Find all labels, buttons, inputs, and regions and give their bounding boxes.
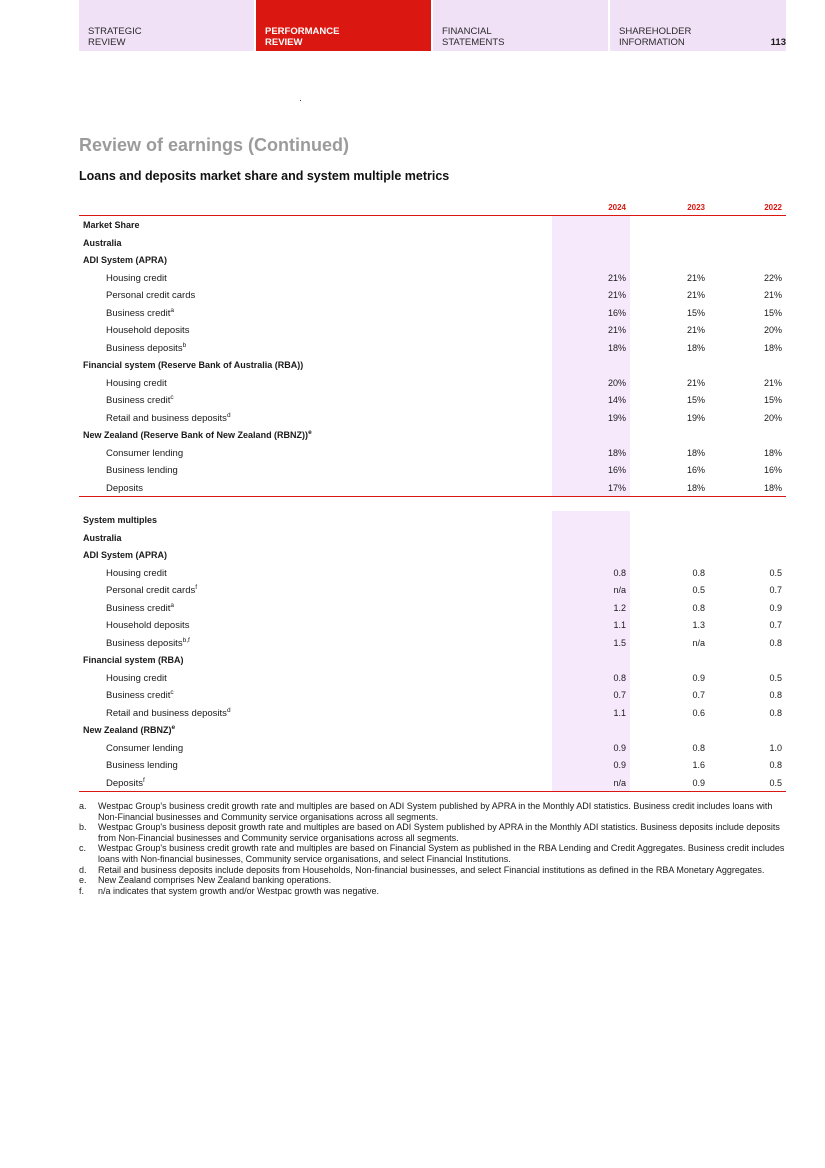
cell-2022: 0.5 <box>769 672 782 683</box>
tab-line: SHAREHOLDER <box>619 26 692 37</box>
cell-2023: 21% <box>686 377 705 388</box>
column-header-2023: 2023 <box>687 203 705 212</box>
cell-2024: 16% <box>607 465 626 475</box>
cell-2023: 0.7 <box>692 690 705 700</box>
footnote-text: Retail and business deposits include deposits from Households, Non-financial businesses, and select Financial institutions as defined in the RBA Monetary Aggregates. <box>98 864 765 875</box>
cell-2024: 0.8 <box>613 567 626 578</box>
row-label: Housing credit <box>106 672 167 684</box>
row-label: Market Share <box>83 220 140 230</box>
footnote-marker: e <box>308 429 312 436</box>
table-row <box>79 756 786 774</box>
footnotes <box>79 801 786 896</box>
cell-2023: 18% <box>686 447 705 458</box>
market-share-section <box>79 216 786 497</box>
tab-line: STATEMENTS <box>442 37 505 48</box>
table-row <box>79 479 786 497</box>
footnote-marker: a <box>170 306 175 314</box>
system-multiples-section <box>79 511 786 792</box>
row-label: System multiples <box>83 515 158 525</box>
cell-2024: 18% <box>607 447 626 458</box>
table-row <box>79 616 786 634</box>
tab-line: REVIEW <box>265 37 303 48</box>
row-label: Consumer lending <box>106 742 184 754</box>
row-label: Australia <box>83 532 122 543</box>
table-row <box>79 269 786 287</box>
footnote-key: a. <box>79 801 87 811</box>
footnote <box>79 822 786 843</box>
row-label: Personal credit cards <box>106 290 196 301</box>
cell-2024: 0.7 <box>613 690 626 700</box>
cell-2022: 0.5 <box>769 567 782 578</box>
row-label: Household deposits <box>106 325 190 336</box>
footnote-key: f. <box>79 885 85 896</box>
cell-2023: 21% <box>686 290 705 300</box>
cell-2023: 1.6 <box>692 760 705 770</box>
table-row <box>79 286 786 304</box>
footnote-marker: d <box>226 706 231 714</box>
row-label: Housing credit <box>106 272 167 284</box>
tab-line: PERFORMANCE <box>265 26 340 37</box>
cell-2024: 17% <box>607 482 626 493</box>
table-row <box>79 461 786 479</box>
table-row <box>79 564 786 582</box>
cell-2022: 18% <box>763 447 782 458</box>
footnote <box>79 886 786 897</box>
row-label: Business deposits$^{b,f}$ <box>106 636 190 649</box>
page-title: Review of earnings (Continued) <box>79 135 350 155</box>
cell-2023: 15% <box>686 395 705 405</box>
row-label: Australia <box>83 237 122 248</box>
row-label: New Zealand (RBNZ)$^e$ <box>83 724 176 735</box>
table-row <box>79 774 786 792</box>
cell-2022: 20% <box>763 325 782 335</box>
cell-2022: 20% <box>763 412 782 423</box>
row-label: Retail and business deposits$^d$ <box>106 411 231 424</box>
row-label: Consumer lending <box>106 447 184 459</box>
group-heading-row <box>79 721 786 739</box>
row-label: Personal credit cards$^f$ <box>106 584 198 596</box>
cell-2023: 0.9 <box>692 777 705 788</box>
row-label: Financial system (Reserve Bank of Australia (RBA)) <box>83 360 304 370</box>
cell-2022: 0.8 <box>769 637 782 648</box>
footnote-marker: b <box>182 341 187 349</box>
row-label: Housing credit <box>106 567 167 579</box>
row-label: Deposits$^f$ <box>106 776 145 789</box>
cell-2024: 0.9 <box>613 760 626 770</box>
footnote <box>79 843 786 864</box>
row-label: Business lending <box>106 465 178 476</box>
cell-2024: 20% <box>607 377 626 388</box>
group-heading-row <box>79 356 786 374</box>
cell-2023: 0.8 <box>692 567 705 578</box>
cell-2023: 21% <box>686 272 705 283</box>
footnote-text: New Zealand comprises New Zealand banking operations. <box>98 875 332 886</box>
cell-2024: 18% <box>607 342 626 353</box>
footnote-text: Westpac Group's business deposit growth rate and multiples are based on ADI System published by APRA in the Monthly ADI statistics. Business deposits include deposits from Non-Financial businesses and Community service organisations across all segments. <box>98 822 780 843</box>
cell-2022: 0.7 <box>769 620 782 630</box>
row-label: Deposits <box>106 482 143 494</box>
page-number: 113 <box>770 37 786 48</box>
cell-2022: 21% <box>763 290 782 300</box>
cell-2024: n/a <box>613 585 626 595</box>
footnote-marker: b,f <box>182 636 190 644</box>
cell-2024: 16% <box>607 307 626 318</box>
tab-line: INFORMATION <box>619 37 685 48</box>
tab-line: FINANCIAL <box>442 26 492 37</box>
cell-2022: 0.8 <box>769 690 782 700</box>
cell-2022: 21% <box>763 377 782 388</box>
footnote-key: d. <box>79 864 87 875</box>
table-title: Loans and deposits market share and system multiple metrics <box>79 169 450 183</box>
cell-2024: 21% <box>607 272 626 283</box>
table-row <box>79 634 786 652</box>
cell-2022: 15% <box>763 395 782 405</box>
row-label: Business credit$^c$ <box>106 689 174 701</box>
table-row <box>79 599 786 617</box>
table-header <box>79 200 786 216</box>
tab-performance-review[interactable] <box>256 0 431 51</box>
cell-2022: 0.8 <box>769 707 782 718</box>
cell-2023: 0.5 <box>692 585 705 595</box>
cell-2023: 21% <box>686 325 705 335</box>
section-nav <box>79 0 786 51</box>
footnote-text: n/a indicates that system growth and/or Westpac growth was negative. <box>98 885 379 896</box>
row-label: Retail and business deposits$^d$ <box>106 706 231 719</box>
cell-2024: 1.2 <box>613 602 626 613</box>
table-row <box>79 669 786 687</box>
table-row <box>79 321 786 339</box>
footnote-text: Westpac Group's business credit growth rate and multiples are based on ADI System published by APRA in the Monthly ADI statistics. Business credit includes loans with Non-Financial businesses and Community service organisations across all segments. <box>98 801 773 822</box>
cell-2022: 1.0 <box>769 742 782 753</box>
cell-2023: 18% <box>686 482 705 493</box>
row-label: Business credit$^a$ <box>106 306 175 319</box>
table-row <box>79 444 786 462</box>
cell-2023: 0.8 <box>692 742 705 753</box>
cell-2022: 0.7 <box>769 585 782 595</box>
cell-2024: 0.8 <box>613 672 626 683</box>
row-label: New Zealand (Reserve Bank of New Zealand (RBNZ))$^e$ <box>83 429 312 440</box>
group-heading-row <box>79 251 786 269</box>
row-label: Financial system (RBA) <box>83 655 184 665</box>
cell-2024: 21% <box>607 325 626 335</box>
table-row <box>79 704 786 722</box>
row-label: Business credit$^a$ <box>106 601 175 614</box>
row-label: Business credit$^c$ <box>106 394 174 406</box>
group-heading-row <box>79 234 786 252</box>
row-label: Household deposits <box>106 620 190 631</box>
table-row <box>79 391 786 409</box>
footnote-marker: e <box>171 724 176 731</box>
cell-2022: 0.5 <box>769 777 782 788</box>
footnote-marker: a <box>170 601 175 609</box>
footnote-marker: d <box>226 411 231 419</box>
cell-2024: 19% <box>607 412 626 423</box>
row-label: Business deposits$^b$ <box>106 341 187 354</box>
footnote-marker: f <box>195 584 198 591</box>
group-heading-row <box>79 216 786 234</box>
footnote-marker: f <box>142 776 145 784</box>
footnote <box>79 865 786 876</box>
cell-2022: 18% <box>763 342 782 353</box>
footnote-key: c. <box>79 843 87 854</box>
cell-2024: 1.5 <box>613 637 626 648</box>
row-label: Business lending <box>106 760 178 771</box>
footnote <box>79 801 786 822</box>
metrics-table <box>79 200 786 792</box>
cell-2023: 18% <box>686 342 705 353</box>
cell-2022: 0.9 <box>769 602 782 613</box>
table-row <box>79 304 786 322</box>
row-label: ADI System (APRA) <box>83 255 168 265</box>
cell-2023: n/a <box>692 637 705 648</box>
cell-2023: 0.8 <box>692 602 705 613</box>
table-row <box>79 339 786 357</box>
cell-2023: 1.3 <box>692 620 705 630</box>
cell-2022: 0.8 <box>769 760 782 770</box>
cell-2022: 18% <box>763 482 782 493</box>
cell-2022: 22% <box>763 272 782 283</box>
group-heading-row <box>79 529 786 547</box>
cell-2023: 19% <box>686 412 705 423</box>
group-heading-row <box>79 546 786 564</box>
footnote-key: b. <box>79 822 87 833</box>
cell-2023: 15% <box>686 307 705 318</box>
tab-financial-statements[interactable] <box>433 0 608 51</box>
table-row <box>79 374 786 392</box>
tab-line: STRATEGIC <box>88 26 142 37</box>
table-row <box>79 409 786 427</box>
footnote-key: e. <box>79 875 87 886</box>
tab-strategic-review[interactable] <box>79 0 254 51</box>
cell-2022: 15% <box>763 307 782 318</box>
footnote <box>79 875 786 886</box>
cell-2024: n/a <box>613 777 626 788</box>
table-row <box>79 686 786 704</box>
cell-2024: 14% <box>607 395 626 405</box>
column-header-2022: 2022 <box>764 203 782 212</box>
footnote-text: Westpac Group's business credit growth rate and multiples are based on Financial System as published in the RBA Lending and Credit Aggregates. Business credit includes loans with Non-financial businesses, Community service organisations, and select Financial Institutions. <box>98 843 785 864</box>
stray-dot <box>300 100 301 101</box>
table-row <box>79 739 786 757</box>
cell-2024: 1.1 <box>613 707 626 718</box>
group-heading-row <box>79 651 786 669</box>
cell-2024: 21% <box>607 290 626 300</box>
table-row <box>79 581 786 599</box>
row-label: ADI System (APRA) <box>83 550 168 560</box>
cell-2023: 16% <box>686 465 705 475</box>
footnote-marker: c <box>170 394 174 401</box>
cell-2022: 16% <box>763 465 782 475</box>
cell-2023: 0.6 <box>692 707 705 718</box>
cell-2024: 1.1 <box>613 620 626 630</box>
tab-shareholder-information[interactable] <box>610 0 786 51</box>
section-spacer <box>79 497 786 511</box>
group-heading-row <box>79 511 786 529</box>
group-heading-row <box>79 426 786 444</box>
tab-line: REVIEW <box>88 37 126 48</box>
footnote-marker: c <box>170 689 174 696</box>
cell-2023: 0.9 <box>692 672 705 683</box>
row-label: Housing credit <box>106 377 167 389</box>
cell-2024: 0.9 <box>613 742 626 753</box>
column-header-2024: 2024 <box>608 203 626 212</box>
